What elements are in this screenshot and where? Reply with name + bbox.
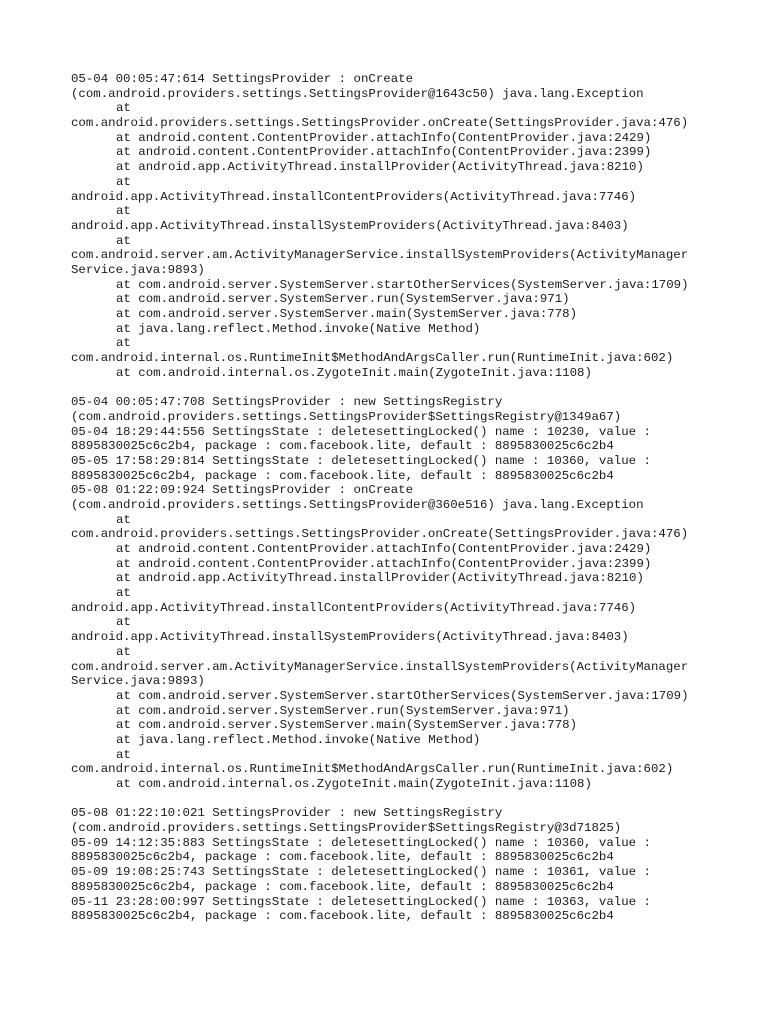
log-block bbox=[71, 395, 711, 792]
log-line: 05-09 19:08:25:743 SettingsState : deletesettingLocked() name : 10361, value : bbox=[71, 865, 651, 880]
stack-trace-line: at bbox=[116, 174, 131, 189]
log-block bbox=[71, 806, 711, 924]
log-text bbox=[71, 72, 711, 924]
log-line: android.app.ActivityThread.installContentProviders(ActivityThread.java:7746) bbox=[71, 600, 637, 615]
log-line: Service.java:9893) bbox=[71, 674, 205, 689]
stack-trace-line: at com.android.internal.os.ZygoteInit.main(ZygoteInit.java:1108) bbox=[116, 365, 592, 380]
stack-trace-line: at bbox=[116, 586, 131, 601]
log-line: android.app.ActivityThread.installSystemProviders(ActivityThread.java:8403) bbox=[71, 218, 629, 233]
stack-trace-line: at com.android.server.SystemServer.run(SystemServer.java:971) bbox=[116, 703, 570, 718]
stack-trace-line: at com.android.server.SystemServer.main(SystemServer.java:778) bbox=[116, 307, 578, 321]
log-line: 8895830025c6c2b4, package : com.facebook.lite, default : 8895830025c6c2b4 bbox=[71, 850, 614, 865]
log-block bbox=[71, 72, 711, 380]
log-line: com.android.internal.os.RuntimeInit$MethodAndArgsCaller.run(RuntimeInit.java:602) bbox=[71, 351, 674, 366]
stack-trace-line: at android.app.ActivityThread.installProvider(ActivityThread.java:8210) bbox=[116, 571, 644, 586]
log-line: com.android.providers.settings.SettingsProvider.onCreate(SettingsProvider.java:476) bbox=[71, 116, 689, 131]
log-line: 05-08 01:22:09:924 SettingsProvider : onCreate bbox=[71, 483, 414, 498]
log-line: 05-04 18:29:44:556 SettingsState : deletesettingLocked() name : 10230, value : bbox=[71, 424, 651, 439]
stack-trace-line: at bbox=[116, 615, 131, 630]
log-line: com.android.internal.os.RuntimeInit$MethodAndArgsCaller.run(RuntimeInit.java:602) bbox=[71, 762, 674, 777]
stack-trace-line: at com.android.internal.os.ZygoteInit.main(ZygoteInit.java:1108) bbox=[116, 777, 592, 791]
stack-trace-line: at com.android.server.SystemServer.run(SystemServer.java:971) bbox=[116, 292, 570, 307]
stack-trace-line: at android.content.ContentProvider.attachInfo(ContentProvider.java:2399) bbox=[116, 556, 652, 571]
log-line: (com.android.providers.settings.SettingsProvider$SettingsRegistry@1349a67) bbox=[71, 409, 622, 424]
log-line: android.app.ActivityThread.installContentProviders(ActivityThread.java:7746) bbox=[71, 189, 637, 204]
stack-trace-line: at bbox=[116, 747, 131, 762]
log-line: 05-11 23:28:00:997 SettingsState : deletesettingLocked() name : 10363, value : bbox=[71, 894, 651, 909]
log-line: com.android.server.am.ActivityManagerService.installSystemProviders(ActivityManager bbox=[71, 248, 689, 263]
stack-trace-line: at bbox=[116, 233, 131, 248]
stack-trace-line: at bbox=[116, 204, 131, 219]
log-line: (com.android.providers.settings.SettingsProvider$SettingsRegistry@3d71825) bbox=[71, 821, 622, 836]
stack-trace-line: at android.content.ContentProvider.attachInfo(ContentProvider.java:2429) bbox=[116, 542, 652, 556]
log-line: 05-04 00:05:47:614 SettingsProvider : onCreate bbox=[71, 72, 414, 86]
log-line: 05-04 00:05:47:708 SettingsProvider : new SettingsRegistry bbox=[71, 395, 503, 410]
log-line: com.android.providers.settings.SettingsProvider.onCreate(SettingsProvider.java:476) bbox=[71, 527, 689, 542]
stack-trace-line: at android.content.ContentProvider.attachInfo(ContentProvider.java:2429) bbox=[116, 130, 652, 145]
stack-trace-line: at bbox=[116, 101, 131, 116]
log-line: com.android.server.am.ActivityManagerService.installSystemProviders(ActivityManager bbox=[71, 659, 689, 674]
block-separator bbox=[71, 380, 711, 395]
block-separator bbox=[71, 792, 711, 807]
stack-trace-line: at bbox=[116, 644, 131, 659]
log-line: 05-09 14:12:35:883 SettingsState : deletesettingLocked() name : 10360, value : bbox=[71, 835, 651, 850]
stack-trace-line: at bbox=[116, 336, 131, 351]
log-line: (com.android.providers.settings.SettingsProvider@1643c50) java.lang.Exception bbox=[71, 86, 644, 101]
stack-trace-line: at java.lang.reflect.Method.invoke(Native Method) bbox=[116, 321, 481, 336]
log-line: (com.android.providers.settings.SettingsProvider@360e516) java.lang.Exception bbox=[71, 497, 644, 512]
log-line: 05-05 17:58:29:814 SettingsState : deletesettingLocked() name : 10360, value : bbox=[71, 453, 651, 468]
log-line: 8895830025c6c2b4, package : com.facebook.lite, default : 8895830025c6c2b4 bbox=[71, 439, 614, 454]
stack-trace-line: at android.content.ContentProvider.attachInfo(ContentProvider.java:2399) bbox=[116, 145, 652, 160]
stack-trace-line: at java.lang.reflect.Method.invoke(Native Method) bbox=[116, 732, 481, 747]
log-line: android.app.ActivityThread.installSystemProviders(ActivityThread.java:8403) bbox=[71, 630, 629, 645]
stack-trace-line: at android.app.ActivityThread.installProvider(ActivityThread.java:8210) bbox=[116, 160, 644, 175]
log-line: Service.java:9893) bbox=[71, 262, 205, 277]
stack-trace-line: at com.android.server.SystemServer.main(SystemServer.java:778) bbox=[116, 718, 578, 733]
log-line: 8895830025c6c2b4, package : com.facebook.lite, default : 8895830025c6c2b4 bbox=[71, 909, 614, 924]
log-line: 8895830025c6c2b4, package : com.facebook.lite, default : 8895830025c6c2b4 bbox=[71, 468, 614, 483]
log-line: 05-08 01:22:10:021 SettingsProvider : new SettingsRegistry bbox=[71, 806, 503, 821]
stack-trace-line: at com.android.server.SystemServer.startOtherServices(SystemServer.java:1709) bbox=[116, 688, 689, 703]
stack-trace-line: at bbox=[116, 512, 131, 527]
stack-trace-line: at com.android.server.SystemServer.startOtherServices(SystemServer.java:1709) bbox=[116, 277, 689, 292]
log-line: 8895830025c6c2b4, package : com.facebook.lite, default : 8895830025c6c2b4 bbox=[71, 879, 614, 894]
